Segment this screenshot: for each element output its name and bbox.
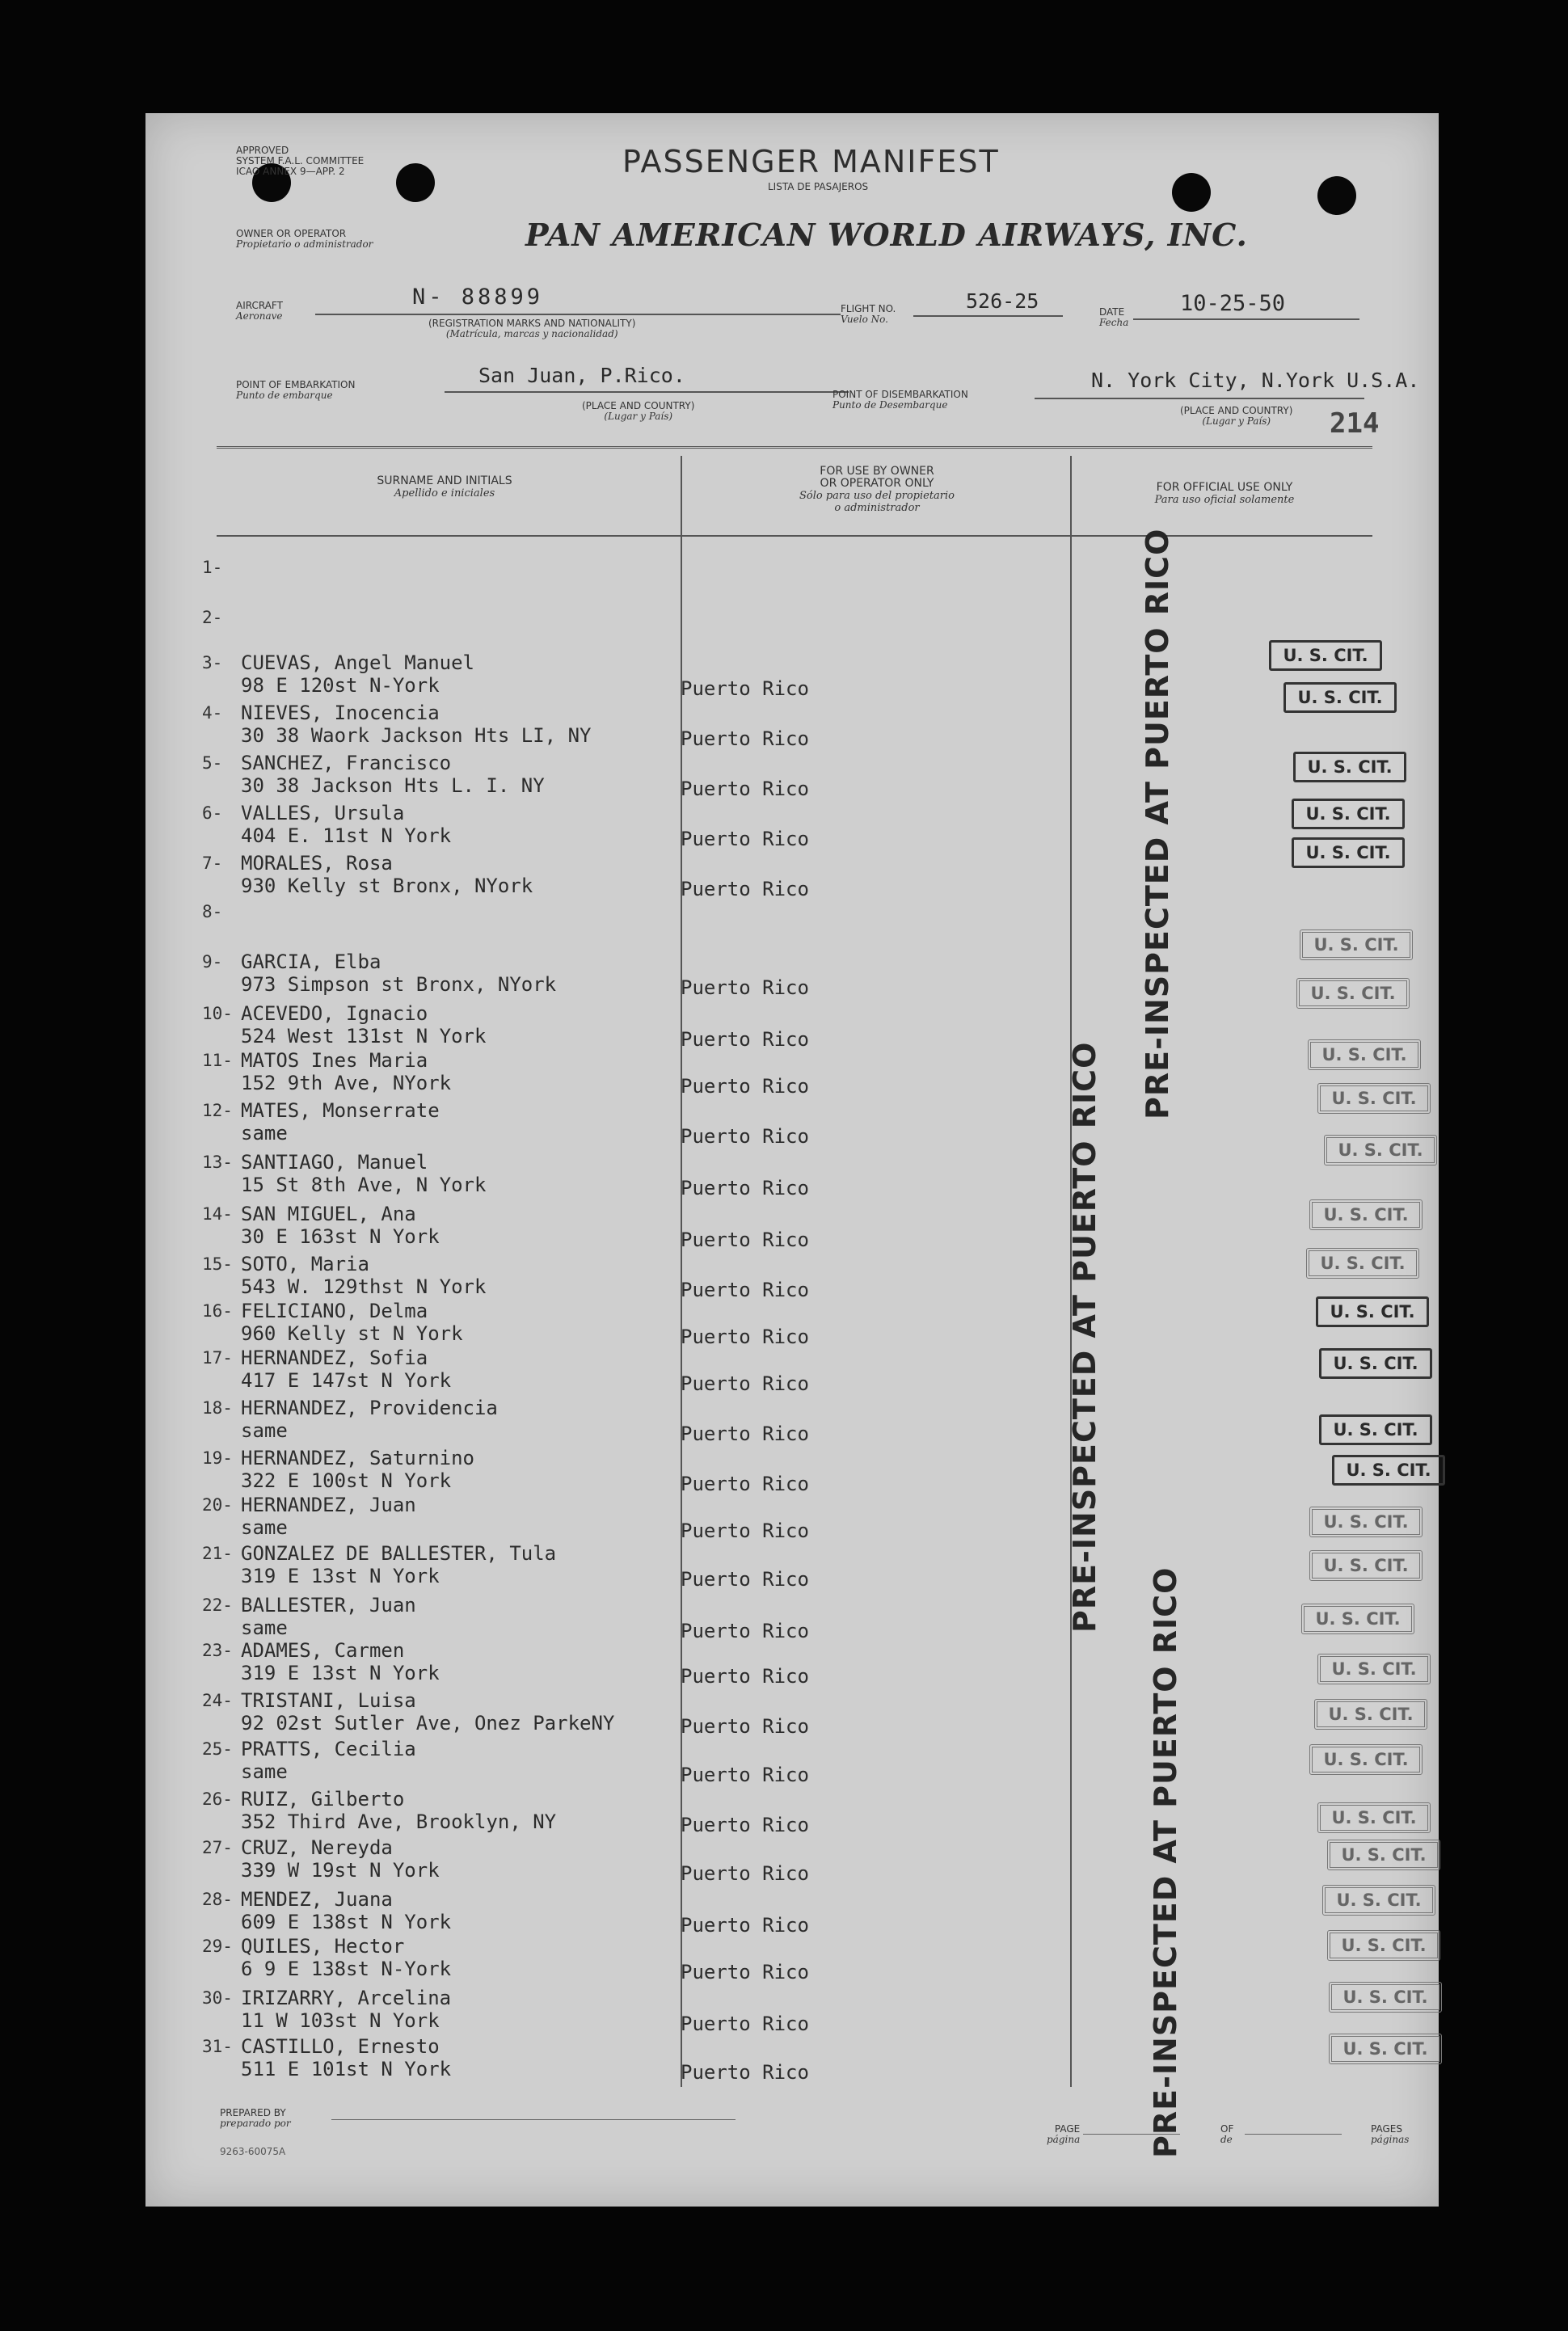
passenger-address: 15 St 8th Ave, N York	[241, 1174, 487, 1196]
passenger-name: ACEVEDO, Ignacio	[241, 1002, 428, 1025]
registration-caption: (REGISTRATION MARKS AND NATIONALITY) (Matrícula, marcas y nacionalidad)	[428, 318, 636, 339]
disembark-underline	[1035, 398, 1364, 399]
row-number: 9-	[202, 952, 223, 972]
passenger-name: SANCHEZ, Francisco	[241, 752, 452, 774]
passenger-address: same	[241, 1516, 288, 1539]
page-subtitle: LISTA DE PASAJEROS	[768, 181, 869, 192]
embark-underline	[445, 391, 849, 393]
passenger-name: SOTO, Maria	[241, 1253, 369, 1275]
row-number: 31-	[202, 2037, 233, 2056]
passenger-address: 152 9th Ave, NYork	[241, 1072, 452, 1094]
passenger-address: 973 Simpson st Bronx, NYork	[241, 973, 557, 996]
passenger-origin: Puerto Rico	[681, 878, 809, 900]
preinspected-stamp: PRE-INSPECTED AT PUERTO RICO	[1148, 1566, 1183, 2158]
row-number: 26-	[202, 1789, 233, 1809]
us-citizen-stamp: U. S. CIT.	[1308, 1039, 1421, 1070]
passenger-address: 6 9 E 138st N-York	[241, 1958, 452, 1980]
row-number: 3-	[202, 653, 223, 672]
preinspected-stamp: PRE-INSPECTED AT PUERTO RICO	[1140, 528, 1175, 1119]
passenger-origin: Puerto Rico	[681, 1620, 809, 1642]
us-citizen-stamp: U. S. CIT.	[1309, 1550, 1423, 1581]
form-number: 9263-60075A	[220, 2146, 286, 2157]
passenger-origin: Puerto Rico	[681, 828, 809, 850]
row-number: 24-	[202, 1691, 233, 1710]
passenger-address: same	[241, 1760, 288, 1783]
us-citizen-stamp: U. S. CIT.	[1317, 1654, 1431, 1684]
us-citizen-stamp: U. S. CIT.	[1306, 1248, 1419, 1279]
passenger-origin: Puerto Rico	[681, 727, 809, 750]
us-citizen-stamp: U. S. CIT.	[1317, 1802, 1431, 1833]
passenger-origin: Puerto Rico	[681, 1961, 809, 1983]
us-citizen-stamp: U. S. CIT.	[1329, 2034, 1442, 2064]
passenger-origin: Puerto Rico	[681, 1568, 809, 1591]
us-citizen-stamp: U. S. CIT.	[1324, 1135, 1437, 1166]
passenger-address: 322 E 100st N York	[241, 1469, 452, 1492]
passenger-origin: Puerto Rico	[681, 1279, 809, 1301]
row-number: 1-	[202, 558, 223, 577]
passenger-address: 960 Kelly st N York	[241, 1322, 463, 1345]
us-citizen-stamp: U. S. CIT.	[1322, 1885, 1435, 1916]
us-citizen-stamp: U. S. CIT.	[1309, 1744, 1423, 1775]
passenger-name: MATES, Monserrate	[241, 1099, 440, 1122]
us-citizen-stamp: U. S. CIT.	[1283, 682, 1397, 713]
row-number: 25-	[202, 1739, 233, 1759]
us-citizen-stamp: U. S. CIT.	[1309, 1199, 1423, 1230]
passenger-address: 543 W. 129thst N York	[241, 1275, 487, 1298]
passenger-address: 339 W 19st N York	[241, 1859, 440, 1882]
row-number: 5-	[202, 753, 223, 773]
passenger-origin: Puerto Rico	[681, 1473, 809, 1495]
row-number: 13-	[202, 1153, 233, 1172]
passenger-address: 352 Third Ave, Brooklyn, NY	[241, 1810, 557, 1833]
airline-name: PAN AMERICAN WORLD AIRWAYS, INC.	[525, 217, 1248, 253]
page-number: 214	[1330, 407, 1380, 440]
row-number: 19-	[202, 1448, 233, 1468]
date-underline	[1133, 318, 1359, 320]
passenger-origin: Puerto Rico	[681, 1326, 809, 1348]
passenger-origin: Puerto Rico	[681, 1715, 809, 1738]
passenger-name: TRISTANI, Luisa	[241, 1689, 416, 1712]
us-citizen-stamp: U. S. CIT.	[1327, 1930, 1440, 1961]
flight-label: FLIGHT NO. Vuelo No.	[841, 303, 896, 325]
us-citizen-stamp: U. S. CIT.	[1269, 640, 1382, 671]
passenger-name: SANTIAGO, Manuel	[241, 1151, 428, 1174]
passenger-address: 30 38 Waork Jackson Hts LI, NY	[241, 724, 592, 747]
passenger-address: 30 38 Jackson Hts L. I. NY	[241, 774, 545, 797]
passenger-name: QUILES, Hector	[241, 1935, 405, 1958]
date-value: 10-25-50	[1180, 291, 1286, 316]
row-number: 20-	[202, 1495, 233, 1515]
passenger-name: CUEVAS, Angel Manuel	[241, 651, 474, 674]
row-number: 17-	[202, 1348, 233, 1368]
passenger-name: ADAMES, Carmen	[241, 1639, 405, 1662]
passenger-address: same	[241, 1122, 288, 1144]
row-number: 11-	[202, 1051, 233, 1070]
passenger-name: HERNANDEZ, Sofia	[241, 1347, 428, 1369]
disembark-caption: (PLACE AND COUNTRY) (Lugar y País)	[1180, 405, 1293, 427]
passenger-name: MATOS Ines Maria	[241, 1049, 428, 1072]
date-label: DATE Fecha	[1099, 306, 1129, 328]
passenger-name: BALLESTER, Juan	[241, 1594, 416, 1617]
col-header-surname: SURNAME AND INITIALS Apellido e iniciales	[377, 474, 512, 500]
us-citizen-stamp: U. S. CIT.	[1309, 1507, 1423, 1537]
passenger-name: HERNANDEZ, Saturnino	[241, 1447, 474, 1469]
passenger-origin: Puerto Rico	[681, 677, 809, 700]
passenger-address: 319 E 13st N York	[241, 1662, 440, 1684]
page-underline	[1083, 2134, 1180, 2135]
passenger-origin: Puerto Rico	[681, 1914, 809, 1937]
passenger-origin: Puerto Rico	[681, 1423, 809, 1445]
page-label: PAGE página	[1047, 2123, 1081, 2145]
of-underline	[1245, 2134, 1342, 2135]
col-header-official-use: FOR OFFICIAL USE ONLY Para uso oficial solamente	[1154, 481, 1295, 506]
approval-note: APPROVED SYSTEM F.A.L. COMMITTEE ICAO ANNEX 9—APP. 2	[236, 145, 365, 177]
row-number: 6-	[202, 803, 223, 823]
us-citizen-stamp: U. S. CIT.	[1319, 1414, 1432, 1445]
row-number: 2-	[202, 608, 223, 627]
passenger-origin: Puerto Rico	[681, 778, 809, 800]
us-citizen-stamp: U. S. CIT.	[1292, 799, 1405, 829]
passenger-address: 609 E 138st N York	[241, 1911, 452, 1933]
passenger-name: IRIZARRY, Arcelina	[241, 1987, 452, 2009]
passenger-address: 417 E 147st N York	[241, 1369, 452, 1392]
pages-label: PAGES páginas	[1371, 2123, 1410, 2145]
passenger-address: 404 E. 11st N York	[241, 824, 452, 847]
row-number: 14-	[202, 1204, 233, 1224]
row-number: 29-	[202, 1937, 233, 1956]
embark-label: POINT OF EMBARKATION Punto de embarque	[236, 379, 356, 401]
row-number: 30-	[202, 1988, 233, 2008]
passenger-address: same	[241, 1617, 288, 1639]
aircraft-label: AIRCRAFT Aeronave	[236, 300, 283, 322]
us-citizen-stamp: U. S. CIT.	[1296, 978, 1410, 1009]
passenger-name: NIEVES, Inocencia	[241, 702, 440, 724]
passenger-address: 524 West 131st N York	[241, 1025, 487, 1047]
passenger-name: GONZALEZ DE BALLESTER, Tula	[241, 1542, 557, 1565]
aircraft-underline	[315, 314, 841, 315]
prepared-by-label: PREPARED BY preparado por	[220, 2107, 291, 2129]
us-citizen-stamp: U. S. CIT.	[1316, 1296, 1429, 1327]
us-citizen-stamp: U. S. CIT.	[1300, 929, 1413, 960]
passenger-name: HERNANDEZ, Juan	[241, 1494, 416, 1516]
passenger-origin: Puerto Rico	[681, 1075, 809, 1098]
passenger-origin: Puerto Rico	[681, 2013, 809, 2035]
us-citizen-stamp: U. S. CIT.	[1327, 1840, 1440, 1870]
embark-value: San Juan, P.Rico.	[478, 364, 685, 387]
aircraft-value: N- 88899	[412, 285, 544, 310]
row-number: 15-	[202, 1254, 233, 1274]
row-number: 8-	[202, 902, 223, 921]
preinspected-stamp: PRE-INSPECTED AT PUERTO RICO	[1067, 1041, 1102, 1633]
of-label: OF de	[1220, 2123, 1234, 2145]
passenger-address: 11 W 103st N York	[241, 2009, 440, 2032]
row-number: 7-	[202, 854, 223, 873]
passenger-name: GARCIA, Elba	[241, 951, 381, 973]
us-citizen-stamp: U. S. CIT.	[1314, 1699, 1427, 1730]
us-citizen-stamp: U. S. CIT.	[1319, 1348, 1432, 1379]
passenger-name: RUIZ, Gilberto	[241, 1788, 405, 1810]
us-citizen-stamp: U. S. CIT.	[1332, 1455, 1445, 1486]
table-header-rule	[217, 535, 1372, 537]
us-citizen-stamp: U. S. CIT.	[1301, 1604, 1414, 1634]
passenger-name: MENDEZ, Juana	[241, 1888, 393, 1911]
passenger-origin: Puerto Rico	[681, 1814, 809, 1836]
punch-hole	[1172, 173, 1211, 212]
passenger-origin: Puerto Rico	[681, 1665, 809, 1688]
row-number: 28-	[202, 1890, 233, 1909]
row-number: 21-	[202, 1544, 233, 1563]
row-number: 12-	[202, 1101, 233, 1120]
table-top-rule	[217, 446, 1372, 449]
passenger-origin: Puerto Rico	[681, 1177, 809, 1199]
passenger-name: VALLES, Ursula	[241, 802, 405, 824]
row-number: 22-	[202, 1595, 233, 1615]
passenger-origin: Puerto Rico	[681, 1520, 809, 1542]
flight-value: 526-25	[966, 289, 1039, 313]
passenger-name: PRATTS, Cecilia	[241, 1738, 416, 1760]
embark-caption: (PLACE AND COUNTRY) (Lugar y País)	[582, 400, 695, 422]
passenger-name: CRUZ, Nereyda	[241, 1836, 393, 1859]
us-citizen-stamp: U. S. CIT.	[1292, 837, 1405, 868]
flight-underline	[913, 315, 1063, 317]
passenger-address: 30 E 163st N York	[241, 1225, 440, 1248]
passenger-origin: Puerto Rico	[681, 1862, 809, 1885]
row-number: 18-	[202, 1398, 233, 1418]
passenger-origin: Puerto Rico	[681, 1229, 809, 1251]
us-citizen-stamp: U. S. CIT.	[1293, 752, 1406, 782]
row-number: 10-	[202, 1004, 233, 1023]
col-header-owner-use: FOR USE BY OWNER OR OPERATOR ONLY Sólo para uso del propietario o administrador	[799, 465, 955, 514]
passenger-address: 92 02st Sutler Ave, Onez ParkeNY	[241, 1712, 615, 1735]
row-number: 4-	[202, 703, 223, 723]
punch-hole	[396, 163, 435, 202]
row-number: 27-	[202, 1838, 233, 1857]
passenger-origin: Puerto Rico	[681, 976, 809, 999]
owner-label: OWNER OR OPERATOR Propietario o administrador	[236, 228, 373, 250]
punch-hole	[1317, 176, 1356, 215]
passenger-origin: Puerto Rico	[681, 1764, 809, 1786]
passenger-address: 98 E 120st N-York	[241, 674, 440, 697]
passenger-origin: Puerto Rico	[681, 1028, 809, 1051]
disembark-label: POINT OF DISEMBARKATION Punto de Desembarque	[832, 389, 968, 411]
passenger-origin: Puerto Rico	[681, 2061, 809, 2084]
row-number: 16-	[202, 1301, 233, 1321]
passenger-address: 511 E 101st N York	[241, 2058, 452, 2080]
column-divider	[681, 456, 682, 2087]
disembark-value: N. York City, N.York U.S.A.	[1091, 369, 1420, 392]
passenger-origin: Puerto Rico	[681, 1372, 809, 1395]
passenger-name: HERNANDEZ, Providencia	[241, 1397, 498, 1419]
page-title: PASSENGER MANIFEST	[622, 144, 1000, 179]
us-citizen-stamp: U. S. CIT.	[1317, 1083, 1431, 1114]
passenger-name: SAN MIGUEL, Ana	[241, 1203, 416, 1225]
prepared-underline	[331, 2119, 736, 2120]
passenger-address: 319 E 13st N York	[241, 1565, 440, 1587]
passenger-name: MORALES, Rosa	[241, 852, 393, 875]
passenger-origin: Puerto Rico	[681, 1125, 809, 1148]
us-citizen-stamp: U. S. CIT.	[1329, 1982, 1442, 2013]
passenger-address: same	[241, 1419, 288, 1442]
passenger-address: 930 Kelly st Bronx, NYork	[241, 875, 533, 897]
manifest-page	[145, 113, 1439, 2207]
row-number: 23-	[202, 1641, 233, 1660]
passenger-name: FELICIANO, Delma	[241, 1300, 428, 1322]
passenger-name: CASTILLO, Ernesto	[241, 2035, 440, 2058]
